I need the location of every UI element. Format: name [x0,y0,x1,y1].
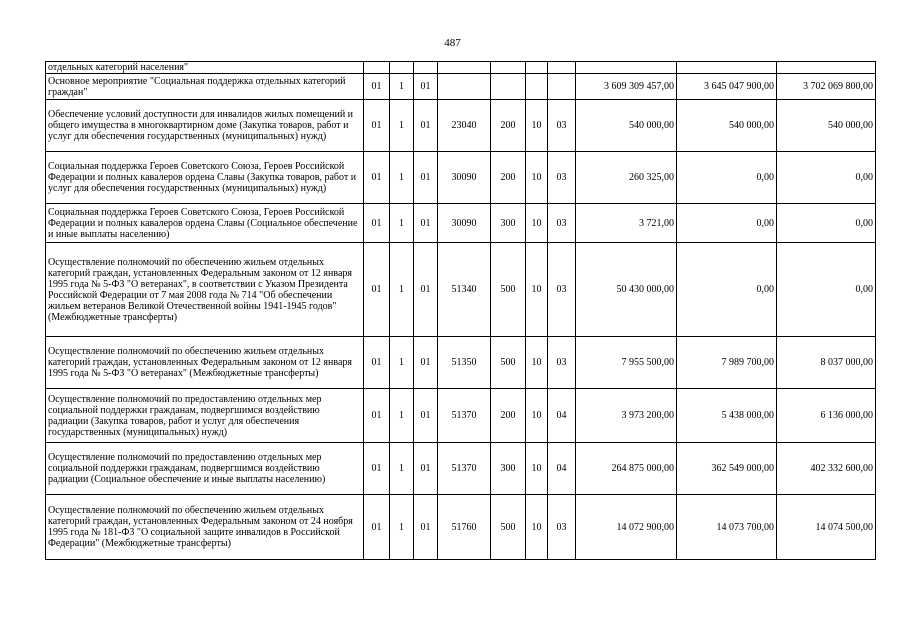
cell-amount-year-1: 540 000,00 [576,100,677,152]
cell-direction [438,62,491,74]
cell-section: 10 [526,337,548,389]
table-row [46,62,876,74]
cell-amount-year-3: 0,00 [777,152,876,204]
cell-section: 10 [526,389,548,443]
cell-subsection: 03 [548,204,576,243]
cell-expense-type: 500 [491,337,526,389]
cell-amount-year-3: 0,00 [777,243,876,337]
cell-amount-year-3: 14 074 500,00 [777,495,876,560]
table-row [46,495,876,560]
cell-amount-year-2 [677,62,777,74]
cell-direction: 51370 [438,443,491,495]
cell-expense-type: 500 [491,243,526,337]
cell-amount-year-2: 5 438 000,00 [677,389,777,443]
cell-amount-year-3: 8 037 000,00 [777,337,876,389]
cell-section: 10 [526,204,548,243]
table-row [46,100,876,152]
cell-program: 01 [364,495,390,560]
cell-subsection: 04 [548,443,576,495]
table-row [46,74,876,100]
cell-subsection [548,74,576,100]
cell-amount-year-1: 3 609 309 457,00 [576,74,677,100]
cell-event: 01 [414,243,438,337]
cell-amount-year-2: 3 645 047 900,00 [677,74,777,100]
table-row [46,152,876,204]
cell-amount-year-2: 362 549 000,00 [677,443,777,495]
cell-event: 01 [414,337,438,389]
cell-amount-year-1: 3 721,00 [576,204,677,243]
cell-event: 01 [414,443,438,495]
cell-event: 01 [414,74,438,100]
cell-description: Осуществление полномочий по предоставлению отдельных мер социальной поддержки гражданам, подвергшимся воздействию радиации (Социальное обеспечение и иные выплаты населению) [46,443,364,495]
cell-amount-year-2: 14 073 700,00 [677,495,777,560]
cell-section: 10 [526,152,548,204]
cell-section: 10 [526,495,548,560]
cell-amount-year-2: 540 000,00 [677,100,777,152]
cell-program: 01 [364,152,390,204]
cell-subsection: 03 [548,337,576,389]
cell-subsection: 04 [548,389,576,443]
cell-section [526,74,548,100]
cell-amount-year-2: 0,00 [677,152,777,204]
cell-subsection: 03 [548,152,576,204]
cell-amount-year-3: 540 000,00 [777,100,876,152]
cell-expense-type: 300 [491,443,526,495]
cell-description: Обеспечение условий доступности для инвалидов жилых помещений и общего имущества в многоквартирном доме (Закупка товаров, работ и услуг для обеспечения государственных (муниципальных) нужд) [46,100,364,152]
cell-expense-type: 300 [491,204,526,243]
cell-subprogram: 1 [390,204,414,243]
budget-table [45,61,876,560]
cell-amount-year-1: 260 325,00 [576,152,677,204]
cell-subsection [548,62,576,74]
table-row [46,337,876,389]
cell-program: 01 [364,243,390,337]
cell-description: Осуществление полномочий по предоставлению отдельных мер социальной поддержки гражданам, подвергшимся воздействию радиации (Закупка товаров, работ и услуг для обеспечения государственных (муниципальных) нужд) [46,389,364,443]
cell-direction: 51370 [438,389,491,443]
cell-subsection: 03 [548,495,576,560]
cell-amount-year-3: 0,00 [777,204,876,243]
cell-event: 01 [414,389,438,443]
cell-amount-year-1: 7 955 500,00 [576,337,677,389]
cell-program: 01 [364,389,390,443]
cell-expense-type [491,62,526,74]
cell-direction: 51760 [438,495,491,560]
cell-amount-year-3: 402 332 600,00 [777,443,876,495]
table-row [46,443,876,495]
cell-direction: 51350 [438,337,491,389]
cell-program: 01 [364,100,390,152]
cell-direction: 23040 [438,100,491,152]
cell-subsection: 03 [548,100,576,152]
cell-description: Социальная поддержка Героев Советского Союза, Героев Российской Федерации и полных кавалеров ордена Славы (Закупка товаров, работ и услуг для обеспечения государственных (муниципальных) нужд) [46,152,364,204]
table-row [46,204,876,243]
cell-direction: 30090 [438,152,491,204]
cell-subsection: 03 [548,243,576,337]
cell-amount-year-3: 6 136 000,00 [777,389,876,443]
cell-program: 01 [364,443,390,495]
cell-description: Осуществление полномочий по обеспечению жильем отдельных категорий граждан, установленных Федеральным законом от 24 ноября 1995 года № 181-ФЗ "О социальной защите инвалидов в Российской Федерации" (Межбюджетные трансферты) [46,495,364,560]
cell-amount-year-3 [777,62,876,74]
cell-program: 01 [364,337,390,389]
cell-event [414,62,438,74]
table-row [46,243,876,337]
table-body [46,62,876,560]
cell-description: Социальная поддержка Героев Советского Союза, Героев Российской Федерации и полных кавалеров ордена Славы (Социальное обеспечение и иные выплаты населению) [46,204,364,243]
cell-expense-type: 500 [491,495,526,560]
cell-amount-year-3: 3 702 069 800,00 [777,74,876,100]
cell-amount-year-1 [576,62,677,74]
cell-expense-type: 200 [491,389,526,443]
cell-event: 01 [414,100,438,152]
cell-amount-year-2: 0,00 [677,204,777,243]
page-number: 487 [444,37,461,49]
cell-expense-type [491,74,526,100]
cell-program: 01 [364,204,390,243]
cell-description: Осуществление полномочий по обеспечению жильем отдельных категорий граждан, установленных Федеральным законом от 12 января 1995 года № 5-ФЗ "О ветеранах", в соответствии с Указом Президента Российской Федерации от 7 мая 2008 года № 714 "Об обеспечении жильем ветеранов Великой Отечественной войны 1941-1945 годов" (Межбюджетные трансферты) [46,243,364,337]
cell-direction [438,74,491,100]
cell-amount-year-1: 3 973 200,00 [576,389,677,443]
cell-section [526,62,548,74]
cell-section: 10 [526,100,548,152]
cell-subprogram: 1 [390,443,414,495]
cell-direction: 51340 [438,243,491,337]
cell-program: 01 [364,74,390,100]
cell-amount-year-1: 14 072 900,00 [576,495,677,560]
cell-event: 01 [414,495,438,560]
cell-subprogram: 1 [390,389,414,443]
cell-subprogram [390,62,414,74]
cell-amount-year-2: 7 989 700,00 [677,337,777,389]
cell-subprogram: 1 [390,74,414,100]
cell-subprogram: 1 [390,337,414,389]
cell-subprogram: 1 [390,495,414,560]
cell-description: отдельных категорий населения" [46,62,364,74]
cell-event: 01 [414,204,438,243]
cell-direction: 30090 [438,204,491,243]
cell-expense-type: 200 [491,100,526,152]
cell-expense-type: 200 [491,152,526,204]
cell-section: 10 [526,243,548,337]
cell-amount-year-1: 264 875 000,00 [576,443,677,495]
table-row [46,389,876,443]
cell-subprogram: 1 [390,152,414,204]
cell-event: 01 [414,152,438,204]
cell-subprogram: 1 [390,100,414,152]
cell-subprogram: 1 [390,243,414,337]
cell-description: Основное мероприятие "Социальная поддержка отдельных категорий граждан" [46,74,364,100]
cell-program [364,62,390,74]
cell-section: 10 [526,443,548,495]
cell-amount-year-1: 50 430 000,00 [576,243,677,337]
cell-description: Осуществление полномочий по обеспечению жильем отдельных категорий граждан, установленных Федеральным законом от 12 января 1995 года № 5-ФЗ "О ветеранах" (Межбюджетные трансферты) [46,337,364,389]
cell-amount-year-2: 0,00 [677,243,777,337]
